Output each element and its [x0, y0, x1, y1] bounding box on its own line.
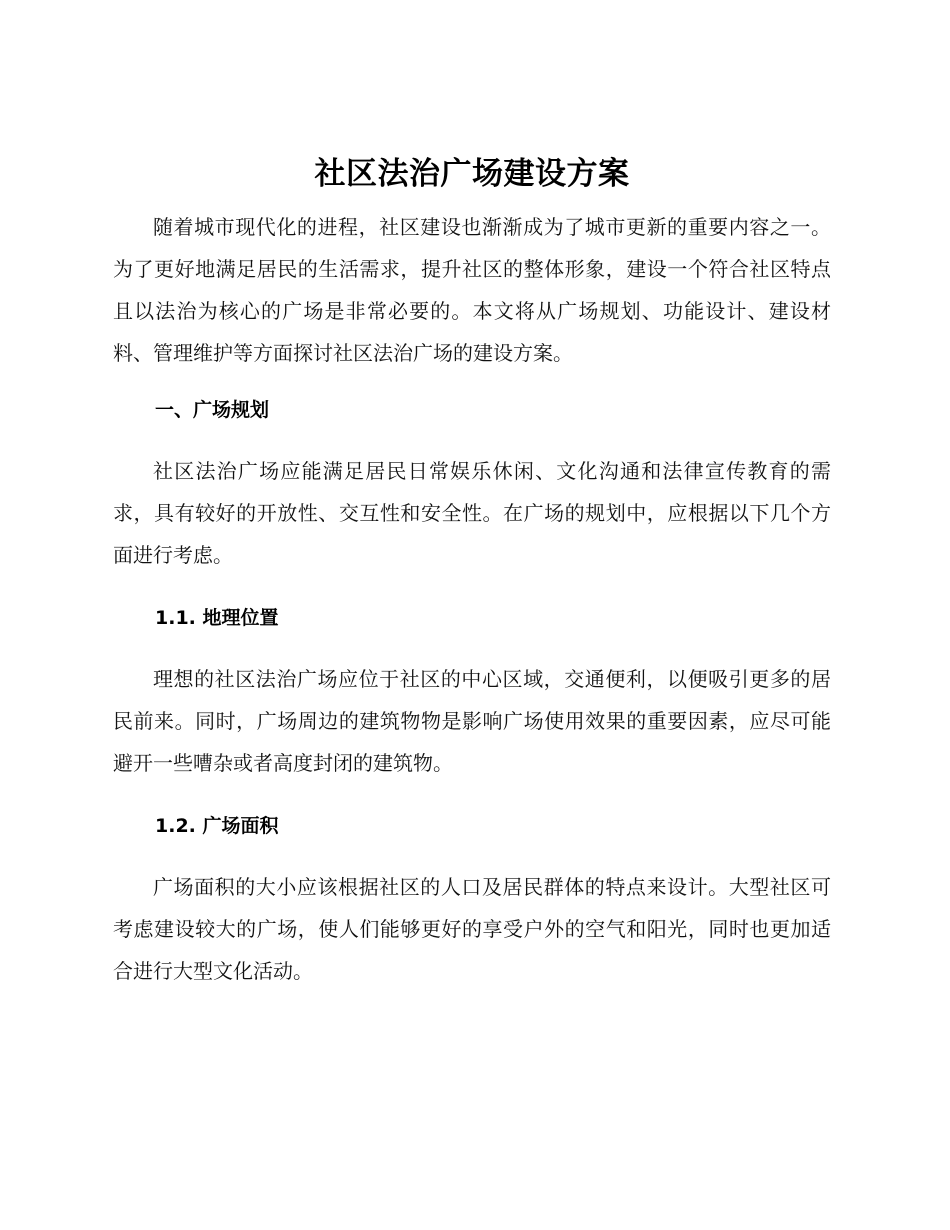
page-title: 社区法治广场建设方案 [314, 156, 630, 192]
section-heading-plan: 一、广场规划 [155, 399, 270, 421]
section-paragraph-area: 广场面积的大小应该根据社区的人口及居民群体的特点来设计。大型社区可考虑建设较大的广场，使人们能够更好的享受户外的空气和阳光，同时也更加适合进行大型文化活动。 [113, 875, 831, 983]
section-heading-area: 1.2. 广场面积 [155, 815, 279, 837]
section-heading-location: 1.1. 地理位置 [155, 607, 279, 629]
section-paragraph-location: 理想的社区法治广场应位于社区的中心区域，交通便利，以便吸引更多的居民前来。同时，广场周边的建筑物物是影响广场使用效果的重要因素，应尽可能避开一些嘈杂或者高度封闭的建筑物。 [113, 667, 831, 775]
section-paragraph-plan: 社区法治广场应能满足居民日常娱乐休闲、文化沟通和法律宣传教育的需求，具有较好的开放性、交互性和安全性。在广场的规划中，应根据以下几个方面进行考虑。 [113, 459, 831, 567]
intro-paragraph: 随着城市现代化的进程，社区建设也渐渐成为了城市更新的重要内容之一。为了更好地满足居民的生活需求，提升社区的整体形象，建设一个符合社区特点且以法治为核心的广场是非常必要的。本文将从广场规划、功能设计、建设材料、管理维护等方面探讨社区法治广场的建设方案。 [113, 215, 831, 365]
document-body [113, 148, 831, 992]
